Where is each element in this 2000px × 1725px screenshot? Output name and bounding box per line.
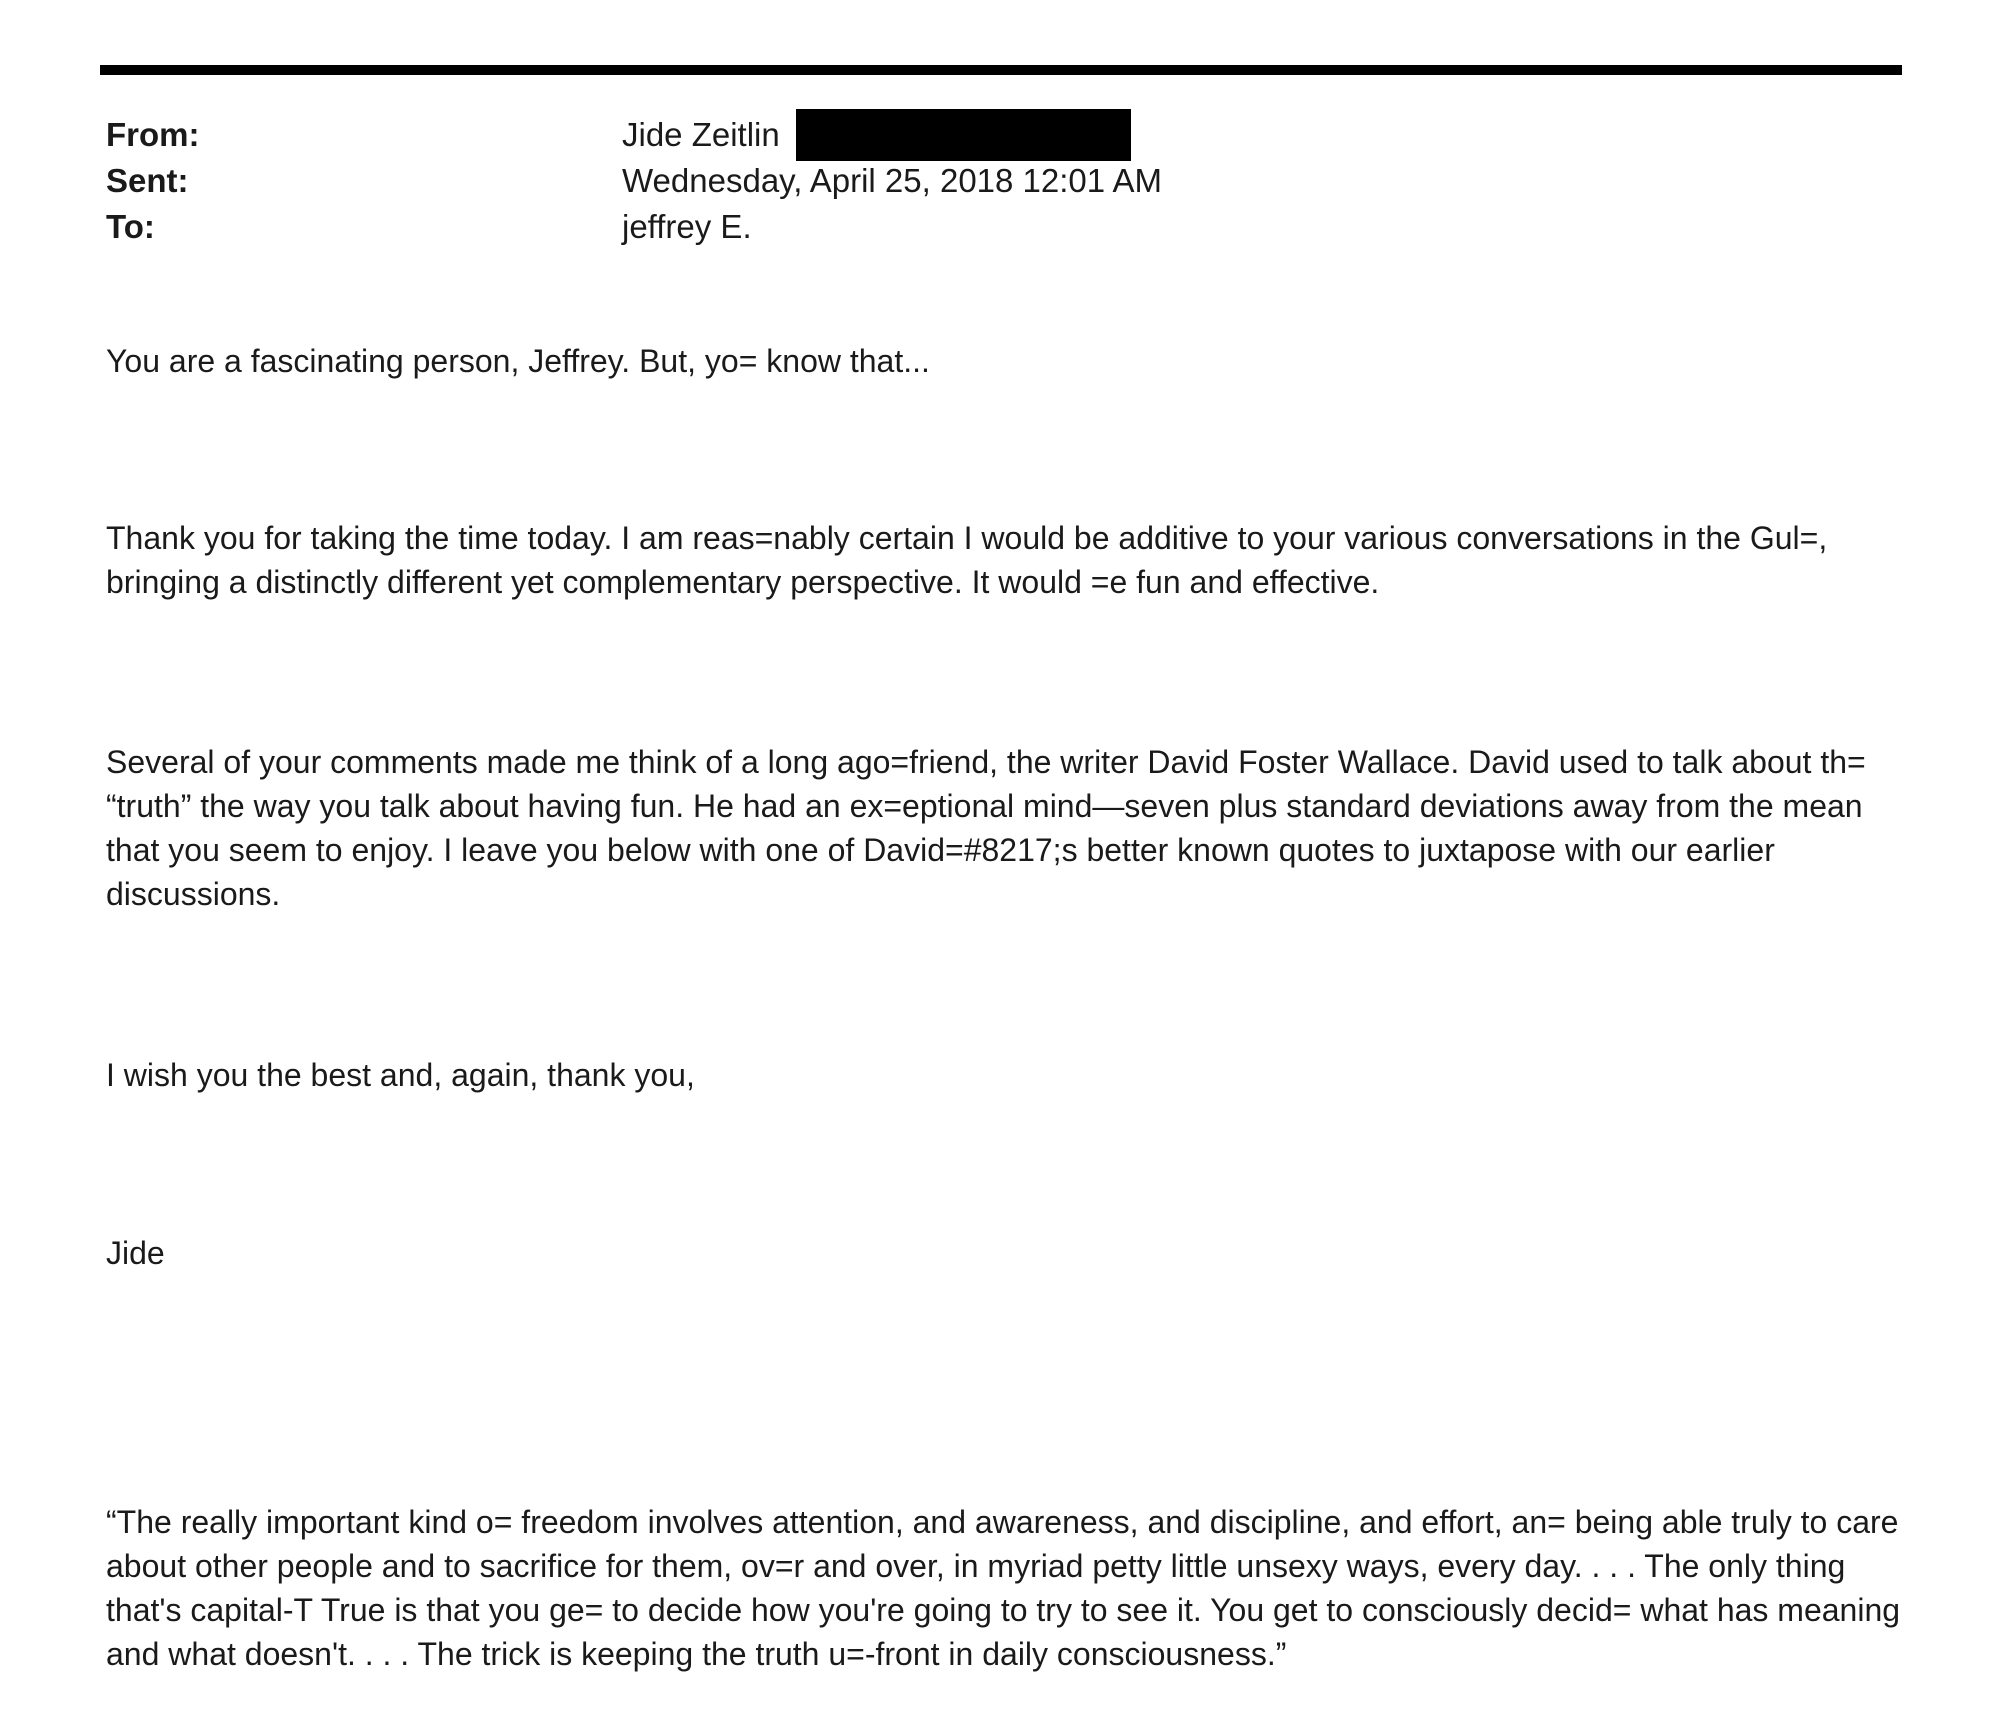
- from-value-wrap: [622, 109, 1131, 161]
- sent-value: Wednesday, April 25, 2018 12:01 AM: [622, 162, 1162, 199]
- body-paragraph-2: Thank you for taking the time today. I am reas=nably certain I would be additive to your various conversations in the Gul=, bringing a distinctly different yet complementary perspective. It would =e fun and effective.: [106, 520, 1828, 600]
- redaction-block: [796, 109, 1131, 161]
- top-divider: [100, 65, 1902, 75]
- sent-row: [106, 158, 1806, 204]
- from-row: [106, 112, 1806, 158]
- sent-label: Sent:: [106, 162, 189, 199]
- from-label: From:: [106, 116, 200, 153]
- to-row: [106, 204, 1806, 250]
- email-header: [106, 112, 1806, 250]
- signature: Jide: [106, 1235, 165, 1271]
- closing-line: I wish you the best and, again, thank you,: [106, 1057, 695, 1093]
- from-value: Jide Zeitlin: [622, 116, 780, 153]
- to-value: jeffrey E.: [622, 208, 752, 245]
- to-label: To:: [106, 208, 155, 245]
- body-paragraph-3: Several of your comments made me think of a long ago=friend, the writer David Foster Wallace. David used to talk about th= “truth” the way you talk about having fun. He had an ex=eptional mind—seven plus standard deviations away from the mean that you seem to enjoy. I leave you below with one of David=#8217;s better known quotes to juxtapose with our earlier discussions.: [106, 744, 1866, 912]
- body-paragraph-1: You are a fascinating person, Jeffrey. But, yo= know that...: [106, 343, 930, 379]
- quote-paragraph: “The really important kind o= freedom involves attention, and awareness, and discipline, and effort, an= being able truly to care about other people and to sacrifice for them, ov=r and over, in myriad petty little unsexy ways, every day. . . . The only thing that's capital-T True is that you ge= to decide how you're going to try to see it. You get to consciously decid= what has meaning and what doesn't. . . . The trick is keeping the truth u=-front in daily consciousness.”: [106, 1504, 1901, 1672]
